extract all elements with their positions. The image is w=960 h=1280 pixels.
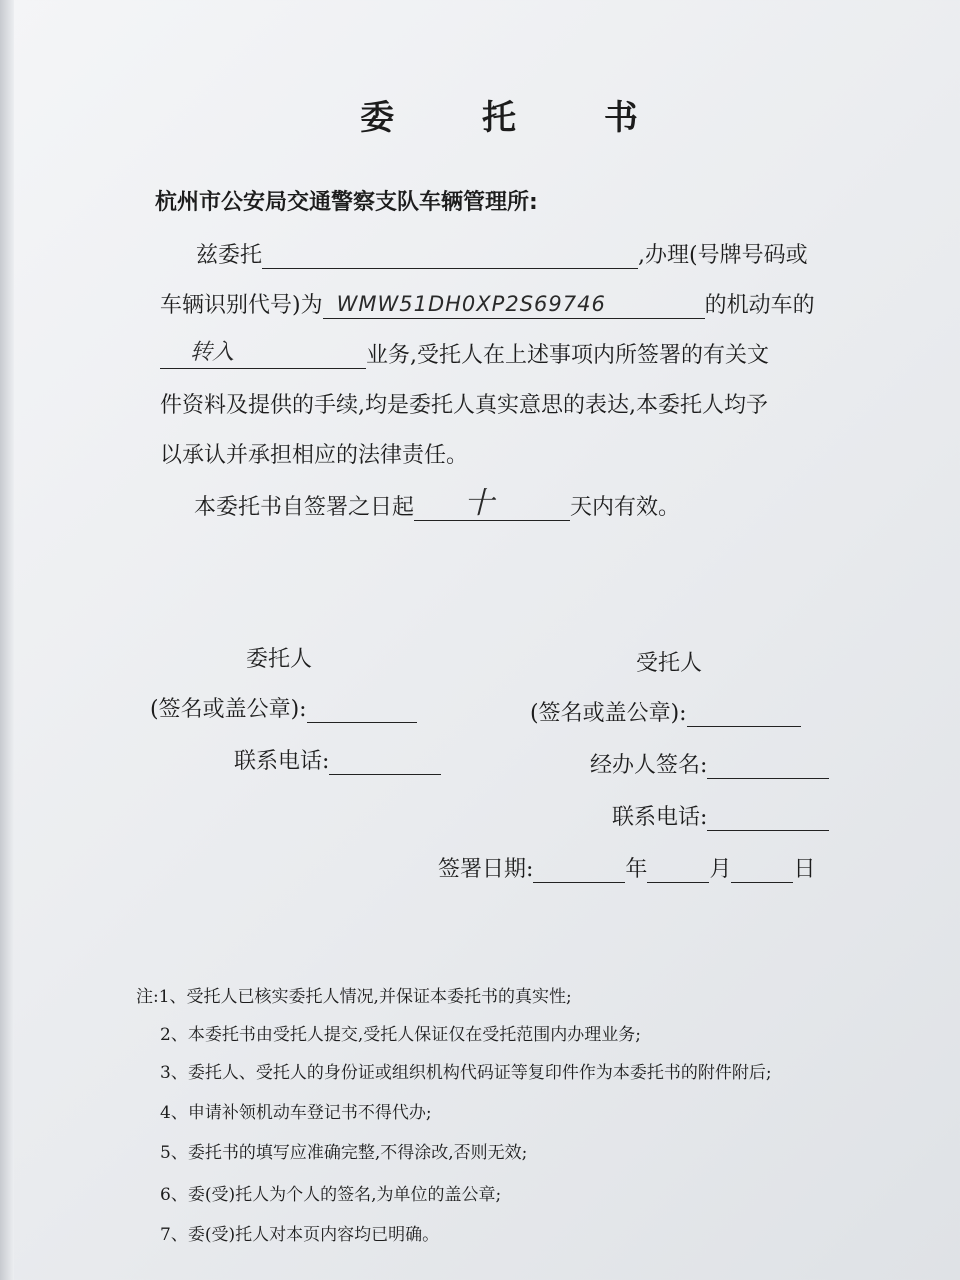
month-label: 月 [709,857,732,882]
para-line-1 [196,238,808,269]
para-line-4: 件资料及提供的手续,均是委托人真实意思的表达,本委托人均予 [160,393,768,418]
principal-sign-row [150,692,417,723]
day-label: 日 [793,857,816,882]
para-line3-suffix: 业务,受托人在上述事项内所签署的有关文 [366,343,769,368]
vin-blank[interactable] [323,292,705,319]
document-title: 委 托 书 [360,98,676,138]
para-line-2 [160,288,815,319]
page-shadow-edge [0,0,14,1280]
validity-line [194,486,681,521]
principal-phone-blank[interactable] [329,748,441,775]
handler-sign-blank[interactable] [707,752,829,779]
year-label: 年 [625,857,648,882]
para-line1-prefix: 兹委托 [196,243,263,268]
para-line1-suffix: ,办理(号牌号码或 [638,243,808,268]
principal-label: 委托人 [246,647,313,672]
agent-phone-blank[interactable] [707,804,829,831]
principal-phone-label: 联系电话: [234,749,330,774]
year-blank[interactable] [533,856,625,883]
days-blank[interactable] [414,486,570,521]
note-5: 5、委托书的填写应准确完整,不得涂改,否则无效; [160,1143,528,1163]
note-2: 2、本委托书由受托人提交,受托人保证仅在受托范围内办理业务; [160,1025,641,1045]
note-1: 注:1、受托人已核实委托人情况,并保证本委托书的真实性; [136,987,572,1007]
month-blank[interactable] [647,856,709,883]
handler-sign-label: 经办人签名: [590,753,708,778]
note-3: 3、委托人、受托人的身份证或组织机构代码证等复印件作为本委托书的附件附后; [160,1063,772,1083]
validity-prefix: 本委托书自签署之日起 [194,495,415,520]
date-label: 签署日期: [438,857,534,882]
business-handwritten: 转入 [190,340,235,365]
business-blank[interactable] [160,342,366,369]
agent-sign-blank[interactable] [687,700,801,727]
principal-sign-blank[interactable] [307,696,417,723]
principal-sign-label: (签名或盖公章): [150,697,307,722]
agent-phone-label: 联系电话: [612,805,708,830]
para-line2-suffix: 的机动车的 [704,293,815,318]
agent-label: 受托人 [636,651,703,676]
addressee: 杭州市公安局交通警察支队车辆管理所: [155,190,538,215]
agent-sign-row [530,696,801,727]
para-line-3 [160,338,769,369]
note-6: 6、委(受)托人为个人的签名,为单位的盖公章; [160,1185,502,1205]
validity-suffix: 天内有效。 [570,495,681,520]
days-handwritten: 十 [464,486,495,521]
para-line2-prefix: 车辆识别代号)为 [160,293,323,318]
date-row [438,852,815,883]
note-4: 4、申请补领机动车登记书不得代办; [160,1103,432,1123]
handler-sign-row [590,748,829,779]
note-7: 7、委(受)托人对本页内容均已明确。 [160,1225,440,1245]
agent-phone-row [612,800,829,831]
principal-name-blank[interactable] [262,242,638,269]
agent-sign-label: (签名或盖公章): [530,701,687,726]
para-line-5: 以承认并承担相应的法律责任。 [160,443,469,468]
principal-phone-row [234,744,441,775]
day-blank[interactable] [731,856,793,883]
vin-handwritten: WMW51DH0XP2S69746 [336,292,606,316]
